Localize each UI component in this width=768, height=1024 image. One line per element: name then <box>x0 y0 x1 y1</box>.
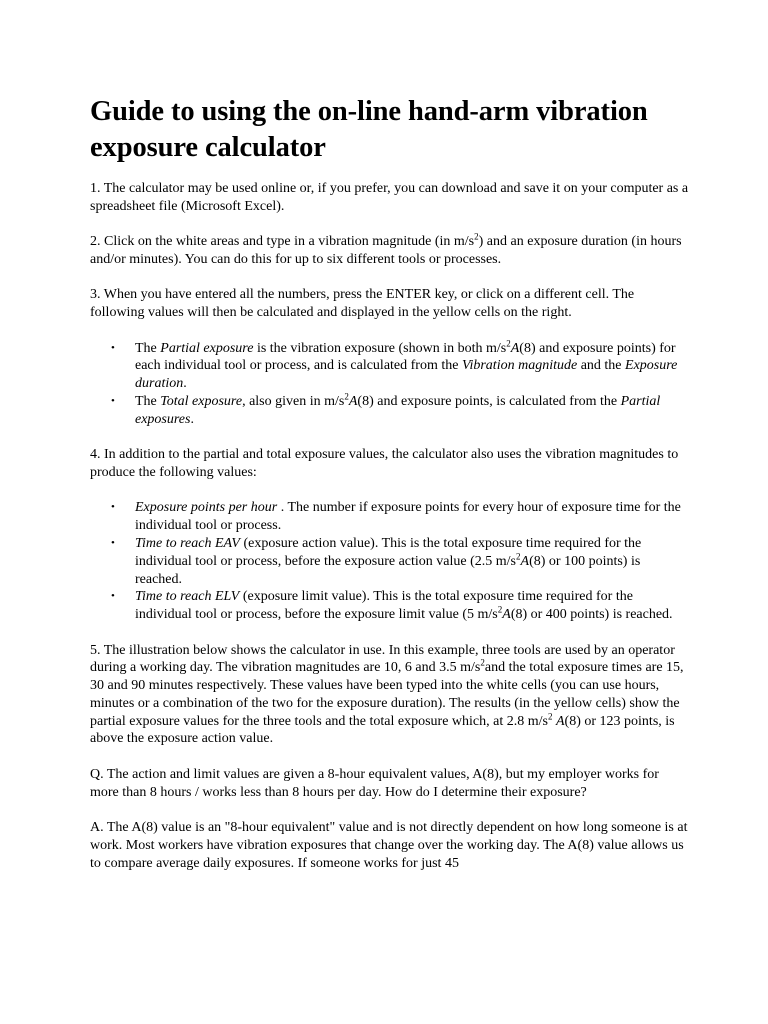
text: . The number if exposure points for every hour of exposure time for the individual tool or process. <box>135 500 681 534</box>
text: The <box>135 340 161 356</box>
superscript: 2 <box>506 337 511 348</box>
bullet-icon: • <box>111 536 115 549</box>
bullet-icon: • <box>111 341 115 354</box>
paragraph-2-text-a: 2. Click on the white areas and type in a vibration magnitude (in m/s <box>90 234 475 250</box>
text: . <box>190 411 194 427</box>
document-page <box>90 94 690 890</box>
superscript: 2 <box>516 551 521 562</box>
paragraph-2 <box>90 233 690 269</box>
italic-text: A <box>555 713 565 729</box>
italic-text: Time to reach ELV <box>135 589 240 605</box>
italic-text: A <box>510 340 520 356</box>
text: is the vibration exposure (shown in both m/s <box>253 340 507 356</box>
italic-text: Exposure points per hour <box>135 500 278 516</box>
italic-text: A <box>348 393 358 409</box>
faq-question: Q. The action and limit values are given a 8-hour equivalent values, A(8), but my employer works for more than 8 hours / works less than 8 hours per day. How do I determine their exposure? <box>90 766 659 800</box>
text: 5. The illustration below shows the calculator in use. In this example, three tools are used by an operator during a working day. The vibration magnitudes are 10, 6 and 3.5 m/s <box>90 642 675 676</box>
italic-text: Vibration magnitude <box>461 358 578 374</box>
paragraph-4: 4. In addition to the partial and total exposure values, the calculator also uses the vibration magnitudes to produce the following values: <box>90 447 679 480</box>
text: and the total exposure times are 15, 30 and 90 minutes respectively. These values have been typed into the white cells (you can use hours, minutes or a combination of the two for the exposure duration). The results (in the yellow cells) show the partial exposure values for the three tools and the total exposure which, at 2.8 m/s <box>90 660 684 729</box>
text: (8) or 123 points, is above the exposure action value. <box>90 713 675 747</box>
italic-text: A <box>520 553 530 569</box>
text: (8) or 400 points) is reached. <box>510 607 673 623</box>
italic-text: Time to reach EAV <box>135 535 240 551</box>
paragraph-1: 1. The calculator may be used online or, if you prefer, you can download and save it on your computer as a spreadsheet file (Microsoft Excel). <box>90 181 689 214</box>
text: The <box>135 393 161 409</box>
bullet-list-1 <box>90 337 690 429</box>
page-title: Guide to using the on-line hand-arm vibration exposure calculator <box>90 96 648 163</box>
list-item-time-to-reach-eav <box>111 535 690 588</box>
paragraph-5 <box>90 642 690 749</box>
text: , also given in m/s <box>242 393 345 409</box>
paragraph-2-text-b: ) and an exposure duration (in hours and/or minutes). You can do this for up to six different tools or processes. <box>90 234 682 267</box>
italic-text: Partial exposures <box>135 393 661 427</box>
bullet-icon: • <box>111 590 115 603</box>
bullet-list-2 <box>90 499 690 624</box>
superscript: 2 <box>474 231 479 242</box>
italic-text: A <box>502 607 511 623</box>
italic-text: Partial exposure <box>160 340 254 356</box>
text: and the <box>577 358 626 374</box>
text: (8) and exposure points, is calculated from the <box>357 393 621 409</box>
bullet-icon: • <box>111 394 115 407</box>
superscript: 2 <box>547 711 553 722</box>
text: (exposure action value). This is the total exposure time required for the individual tool or process, before the exposure action value (2.5 m/s <box>135 535 642 569</box>
list-item-total-exposure <box>111 391 690 429</box>
text: (exposure limit value). This is the total exposure time required for the individual tool or process, before the exposure limit value (5 m/s <box>135 589 633 623</box>
italic-text: Total exposure <box>160 393 243 409</box>
italic-text: Exposure duration <box>135 358 678 392</box>
list-item-exposure-points-per-hour <box>111 499 690 535</box>
list-item-time-to-reach-elv <box>111 588 690 624</box>
paragraph-3: 3. When you have entered all the numbers, press the ENTER key, or click on a different cell. The following values will then be calculated and displayed in the yellow cells on the right. <box>90 287 635 321</box>
faq-answer: A. The A(8) value is an "8-hour equivalent" value and is not directly dependent on how long someone is at work. Most workers have vibration exposures that change over the working day. The A(8) value allows us to compare average daily exposures. If someone works for just 45 <box>90 820 688 871</box>
text: . <box>183 376 187 392</box>
text: (8) or 100 points) is reached. <box>135 553 641 587</box>
bullet-icon: • <box>111 501 115 514</box>
superscript: 2 <box>480 657 485 668</box>
list-item-partial-exposure <box>111 337 690 393</box>
text: (8) and exposure points) for each individual tool or process, and is calculated from the <box>135 340 676 374</box>
superscript: 2 <box>497 604 503 615</box>
superscript: 2 <box>344 391 349 402</box>
